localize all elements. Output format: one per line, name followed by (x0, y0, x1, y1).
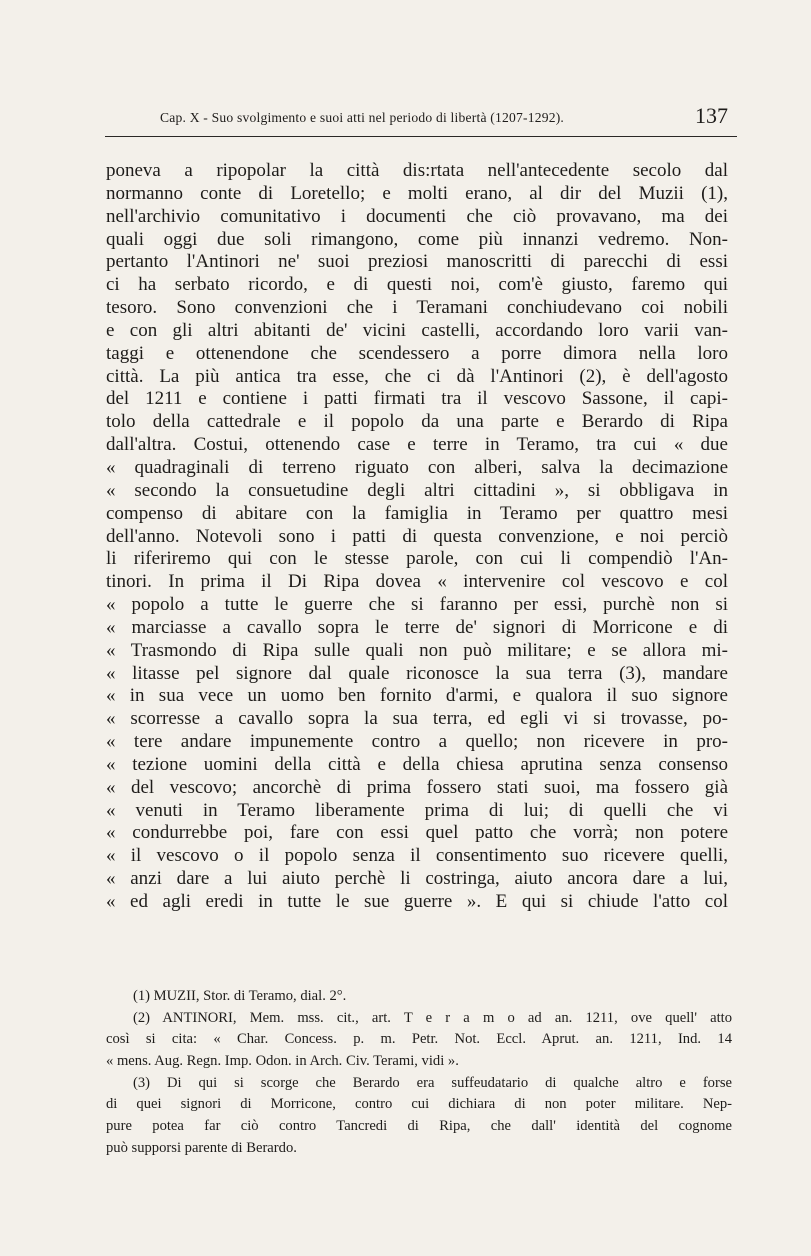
body-text (106, 160, 728, 914)
text-line: « quadraginali di terreno riguato con alberi, salva la decimazione (106, 456, 728, 478)
text-line: « litasse pel signore dal quale riconosce la sua terra (3), mandare (106, 662, 728, 684)
footnote-line: può supporsi parente di Berardo. (106, 1139, 297, 1156)
text-line: taggi e ottenendone che scendessero a porre dimora nella loro (106, 342, 728, 364)
text-line: « secondo la consuetudine degli altri cittadini », si obbligava in (106, 479, 728, 501)
running-head: Cap. X - Suo svolgimento e suoi atti nel periodo di libertà (1207-1292). (160, 110, 565, 125)
text-line: « marciasse a cavallo sopra le terre de' signori di Morricone e di (106, 616, 728, 638)
text-line: « venuti in Teramo liberamente prima di lui; di quelli che vi (106, 799, 728, 821)
text-line: dall'altra. Costui, ottenendo case e terre in Teramo, tra cui « due (106, 434, 728, 456)
text-line: del 1211 e contiene i patti firmati tra il vescovo Sassone, il capi- (106, 388, 728, 410)
footnote-line: (1) MUZII, Stor. di Teramo, dial. 2°. (133, 988, 347, 1004)
text-line: quali oggi due soli rimangono, come più innanzi vedremo. Non- (106, 228, 728, 250)
page-number: 137 (695, 103, 728, 128)
header-rule (105, 136, 737, 137)
text-line: li riferiremo qui con le stesse parole, con cui li compendiò l'An- (106, 548, 728, 570)
text-line: poneva a ripopolar la città dis:rtata nell'antecedente secolo dal (106, 160, 728, 181)
text-line: « del vescovo; ancorchè di prima fossero stati suoi, ma fossero già (106, 776, 728, 798)
text-line: ci ha serbato ricordo, e di questi noi, com'è giusto, faremo qui (106, 274, 728, 296)
footnote-line: così si cita: « Char. Concess. p. m. Petr. Not. Eccl. Aprut. an. 1211, Ind. 14 (106, 1031, 732, 1048)
text-line: compenso di abitare con la famiglia in Teramo per quattro mesi (106, 502, 728, 524)
text-line: normanno conte di Loretello; e molti erano, al dir del Muzii (1), (106, 182, 728, 204)
footnote-line: di quei signori di Morricone, contro cui dichiara di non poter militare. Nep- (106, 1096, 732, 1113)
text-line: « tere andare impunemente contro a quello; non ricevere in pro- (106, 731, 728, 753)
text-line: tolo della cattedrale e il popolo da una parte e Berardo di Ripa (106, 411, 728, 433)
text-line: « ed agli eredi in tutte le sue guerre ». E qui si chiude l'atto col (106, 891, 728, 912)
footnote-line: pure potea far ciò contro Tancredi di Ripa, che dall' identità del cognome (106, 1118, 732, 1135)
text-line: « tezione uomini della città e della chiesa aprutina senza consenso (106, 753, 728, 775)
text-line: « Trasmondo di Ripa sulle quali non può militare; e se allora mi- (106, 639, 728, 661)
text-line: nell'archivio comunitativo i documenti che ciò provavano, ma dei (106, 205, 728, 227)
footnotes (106, 986, 732, 1160)
footnote-line: (2) ANTINORI, Mem. mss. cit., art. T e r a m o ad an. 1211, ove quell' atto (133, 1009, 732, 1026)
text-line: città. La più antica tra esse, che ci dà l'Antinori (2), è dell'agosto (106, 365, 728, 387)
footnote-line: « mens. Aug. Regn. Imp. Odon. in Arch. Civ. Terami, vidi ». (106, 1053, 459, 1070)
text-line: dell'anno. Notevoli sono i patti di questa convenzione, e noi perciò (106, 525, 728, 547)
text-line: « condurrebbe poi, fare con essi quel patto che vorrà; non potere (106, 822, 728, 844)
text-line: « anzi dare a lui aiuto perchè li costringa, aiuto ancora dare a lui, (106, 868, 728, 890)
text-line: tesoro. Sono convenzioni che i Teramani conchiudevano coi nobili (106, 297, 728, 319)
page-header (160, 103, 740, 131)
text-line: « scorresse a cavallo sopra la sua terra, ed egli vi si trovasse, po- (106, 708, 728, 730)
text-line: « in sua vece un uomo ben fornito d'armi, e qualora il suo signore (106, 685, 728, 707)
footnote-line: (3) Di qui si scorge che Berardo era suffeudatario di qualche altro e forse (133, 1074, 732, 1091)
text-line: e con gli altri abitanti de' vicini castelli, accordando loro varii van- (106, 319, 728, 341)
text-line: « il vescovo o il popolo senza il consentimento suo ricevere quelli, (106, 845, 728, 867)
text-line: tinori. In prima il Di Ripa dovea « intervenire col vescovo e col (106, 571, 728, 593)
text-line: pertanto l'Antinori ne' suoi preziosi manoscritti di parecchi di essi (106, 251, 728, 273)
text-line: « popolo a tutte le guerre che si faranno per essi, purchè non si (106, 594, 728, 616)
